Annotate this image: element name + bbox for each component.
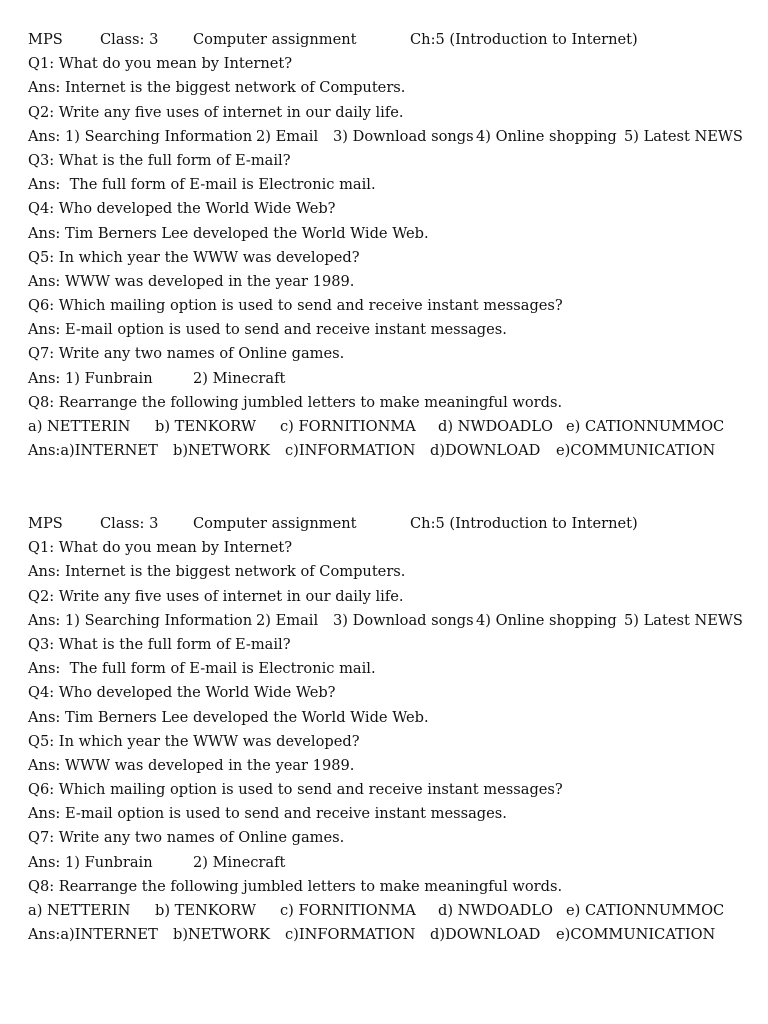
- jumbled-word: a) NETTERIN: [28, 418, 131, 435]
- class-label: Class: 3: [100, 515, 159, 532]
- chapter-label: Ch:5 (Introduction to Internet): [410, 31, 638, 48]
- question-5: Q5: In which year the WWW was developed?: [28, 248, 360, 266]
- answer-6: Ans: E-mail option is used to send and receive instant messages.: [28, 321, 507, 339]
- answer-3: Ans: The full form of E-mail is Electronic mail.: [28, 660, 376, 678]
- jumbled-word: e) CATIONNUMMOC: [566, 418, 725, 435]
- subject-label: Computer assignment: [193, 31, 357, 48]
- question-5: Q5: In which year the WWW was developed?: [28, 732, 360, 750]
- answer-2-item: 5) Latest NEWS: [624, 127, 743, 145]
- chapter-label: Ch:5 (Introduction to Internet): [410, 515, 638, 532]
- jumbled-word: e) CATIONNUMMOC: [566, 902, 725, 919]
- answer-5: Ans: WWW was developed in the year 1989.: [28, 756, 355, 774]
- answer-1: Ans: Internet is the biggest network of Computers.: [28, 563, 406, 581]
- answer-7-item: Ans: 1) Funbrain: [28, 369, 153, 387]
- answer-2-item: Ans: 1) Searching Information: [28, 611, 253, 629]
- question-4: Q4: Who developed the World Wide Web?: [28, 684, 336, 702]
- answer-7-item: 2) Minecraft: [193, 853, 286, 871]
- jumbled-word: d) NWDOADLO: [438, 902, 554, 919]
- answer-8-item: Ans:a)INTERNET: [28, 926, 158, 944]
- answer-2: [28, 125, 748, 149]
- answer-8-item: e)COMMUNICATION: [556, 442, 716, 460]
- answer-8-item: Ans:a)INTERNET: [28, 442, 158, 460]
- answer-7-item: 2) Minecraft: [193, 369, 286, 387]
- assignment-sheet-1: [28, 28, 748, 463]
- sheet-header: [28, 512, 748, 536]
- question-1: Q1: What do you mean by Internet?: [28, 55, 293, 73]
- answer-8-item: d)DOWNLOAD: [430, 926, 541, 944]
- answer-4: Ans: Tim Berners Lee developed the World Wide Web.: [28, 708, 429, 726]
- jumbled-word: b) TENKORW: [155, 418, 256, 435]
- answer-2-item: 5) Latest NEWS: [624, 611, 743, 629]
- sheet-header: [28, 28, 748, 52]
- answer-8: [28, 439, 748, 463]
- question-4: Q4: Who developed the World Wide Web?: [28, 200, 336, 218]
- school-name: MPS: [28, 31, 63, 48]
- answer-2-item: 4) Online shopping: [476, 127, 617, 145]
- answer-1: Ans: Internet is the biggest network of Computers.: [28, 79, 406, 97]
- answer-8: [28, 923, 748, 947]
- answer-7-item: Ans: 1) Funbrain: [28, 853, 153, 871]
- answer-2-item: 2) Email: [256, 127, 319, 145]
- jumbled-word: c) FORNITIONMA: [280, 418, 416, 435]
- answer-8-item: b)NETWORK: [173, 442, 271, 460]
- answer-2-item: 4) Online shopping: [476, 611, 617, 629]
- answer-8-item: c)INFORMATION: [285, 926, 416, 944]
- question-8: Q8: Rearrange the following jumbled letters to make meaningful words.: [28, 877, 563, 895]
- assignment-sheet-2: [28, 512, 748, 947]
- jumbled-word: d) NWDOADLO: [438, 418, 554, 435]
- jumbled-words: [28, 899, 748, 923]
- school-name: MPS: [28, 515, 63, 532]
- answer-8-item: e)COMMUNICATION: [556, 926, 716, 944]
- answer-2-item: 3) Download songs: [333, 127, 474, 145]
- answer-8-item: d)DOWNLOAD: [430, 442, 541, 460]
- jumbled-word: c) FORNITIONMA: [280, 902, 416, 919]
- question-6: Q6: Which mailing option is used to send and receive instant messages?: [28, 297, 563, 315]
- answer-2-item: 3) Download songs: [333, 611, 474, 629]
- answer-6: Ans: E-mail option is used to send and receive instant messages.: [28, 805, 507, 823]
- question-1: Q1: What do you mean by Internet?: [28, 539, 293, 557]
- jumbled-word: a) NETTERIN: [28, 902, 131, 919]
- question-2: Q2: Write any five uses of internet in our daily life.: [28, 587, 404, 605]
- answer-7: [28, 367, 748, 391]
- answer-2-item: Ans: 1) Searching Information: [28, 127, 253, 145]
- subject-label: Computer assignment: [193, 515, 357, 532]
- jumbled-word: b) TENKORW: [155, 902, 256, 919]
- question-6: Q6: Which mailing option is used to send and receive instant messages?: [28, 781, 563, 799]
- answer-2: [28, 609, 748, 633]
- answer-4: Ans: Tim Berners Lee developed the World Wide Web.: [28, 224, 429, 242]
- jumbled-words: [28, 415, 748, 439]
- question-2: Q2: Write any five uses of internet in our daily life.: [28, 103, 404, 121]
- answer-7: [28, 851, 748, 875]
- class-label: Class: 3: [100, 31, 159, 48]
- question-3: Q3: What is the full form of E-mail?: [28, 151, 291, 169]
- question-8: Q8: Rearrange the following jumbled letters to make meaningful words.: [28, 393, 563, 411]
- question-7: Q7: Write any two names of Online games.: [28, 829, 345, 847]
- question-7: Q7: Write any two names of Online games.: [28, 345, 345, 363]
- answer-8-item: c)INFORMATION: [285, 442, 416, 460]
- answer-8-item: b)NETWORK: [173, 926, 271, 944]
- question-3: Q3: What is the full form of E-mail?: [28, 635, 291, 653]
- answer-5: Ans: WWW was developed in the year 1989.: [28, 272, 355, 290]
- answer-3: Ans: The full form of E-mail is Electronic mail.: [28, 176, 376, 194]
- answer-2-item: 2) Email: [256, 611, 319, 629]
